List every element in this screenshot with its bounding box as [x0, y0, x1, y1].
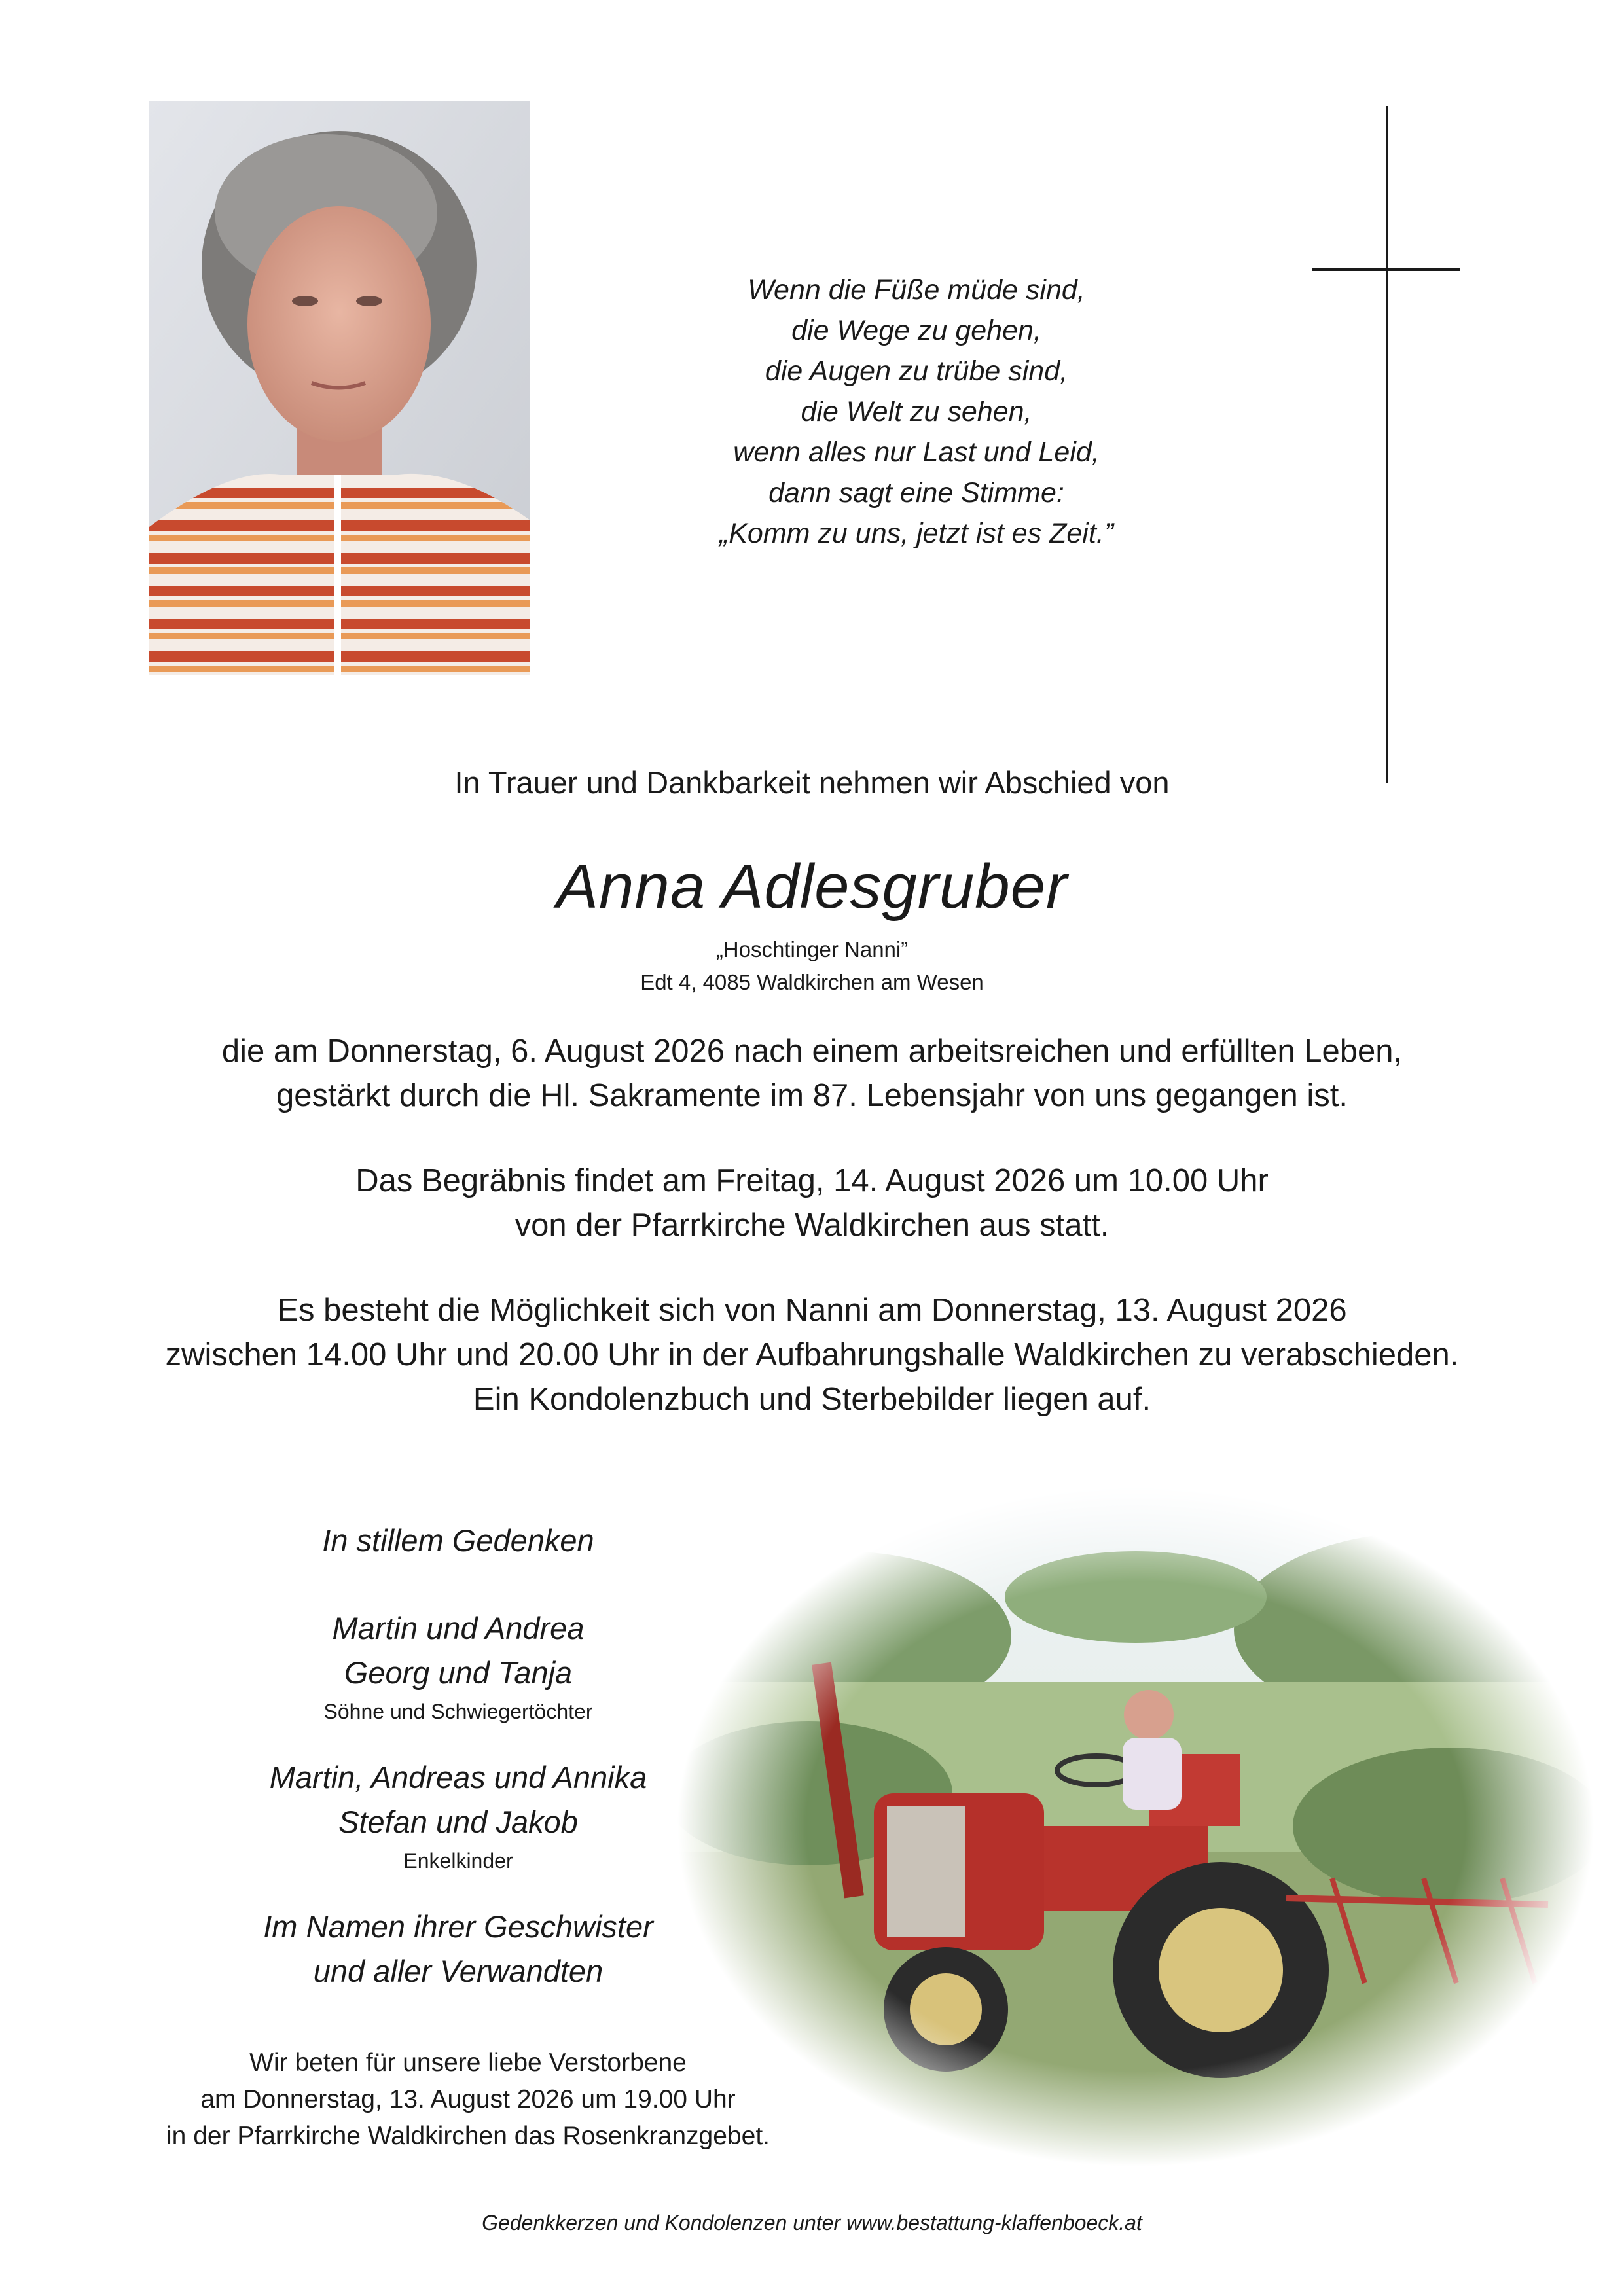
viewing-line: Ein Kondolenzbuch und Sterbebilder liegen auf.	[473, 1382, 1151, 1417]
poem-line: die Welt zu sehen,	[801, 396, 1032, 427]
viewing-line: Es besteht die Möglichkeit sich von Nanni am Donnerstag, 13. August 2026	[277, 1293, 1347, 1328]
deceased-nickname: „Hoschtinger Nanni”	[715, 937, 909, 961]
poem-line: Wenn die Füße müde sind,	[748, 274, 1085, 306]
viewing-paragraph	[0, 1288, 1624, 1422]
sons-line: Georg und Tanja	[344, 1655, 573, 1690]
relatives-line: und aller Verwandten	[313, 1954, 604, 1988]
funeral-paragraph	[0, 1158, 1624, 1247]
poem-line: dann sagt eine Stimme:	[768, 477, 1064, 509]
grandchildren-line: Stefan und Jakob	[338, 1804, 578, 1839]
sons-line: Martin und Andrea	[332, 1611, 585, 1645]
poem-line: die Wege zu gehen,	[791, 315, 1041, 346]
prayer-line: in der Pfarrkirche Waldkirchen das Rosenkranzgebet.	[166, 2122, 770, 2150]
poem-line: die Augen zu trübe sind,	[765, 355, 1068, 387]
portrait-photo	[149, 101, 530, 675]
funeral-line: von der Pfarrkirche Waldkirchen aus statt.	[514, 1208, 1110, 1243]
footer-text: Gedenkkerzen und Kondolenzen unter www.bestattung-klaffenboeck.at	[482, 2211, 1142, 2234]
poem	[641, 270, 1191, 554]
mourners-block	[209, 1518, 707, 1994]
deceased-name: Anna Adlesgruber	[556, 852, 1068, 922]
sons-caption: Söhne und Schwiegertöchter	[323, 1700, 593, 1723]
cross-vertical-bar	[1386, 106, 1388, 783]
grandchildren-line: Martin, Andreas und Annika	[269, 1760, 647, 1795]
death-line: gestärkt durch die Hl. Sakramente im 87. Lebensjahr von uns gegangen ist.	[276, 1078, 1348, 1113]
death-paragraph	[0, 1029, 1624, 1118]
mourners-heading: In stillem Gedenken	[322, 1523, 594, 1558]
deceased-address: Edt 4, 4085 Waldkirchen am Wesen	[640, 970, 984, 994]
prayer-line: Wir beten für unsere liebe Verstorbene	[249, 2049, 687, 2077]
prayer-notice	[92, 2045, 844, 2155]
prayer-line: am Donnerstag, 13. August 2026 um 19.00 Uhr	[200, 2085, 736, 2113]
poem-line: wenn alles nur Last und Leid,	[733, 437, 1100, 468]
intro-text: In Trauer und Dankbarkeit nehmen wir Abschied von	[454, 765, 1170, 800]
cross-horizontal-bar	[1312, 268, 1460, 271]
relatives-line: Im Namen ihrer Geschwister	[263, 1909, 653, 1944]
poem-line: „Komm zu uns, jetzt ist es Zeit.”	[719, 518, 1114, 549]
grandchildren-caption: Enkelkinder	[403, 1849, 513, 1873]
funeral-line: Das Begräbnis findet am Freitag, 14. August 2026 um 10.00 Uhr	[355, 1163, 1269, 1198]
death-line: die am Donnerstag, 6. August 2026 nach einem arbeitsreichen und erfüllten Leben,	[221, 1033, 1403, 1069]
viewing-line: zwischen 14.00 Uhr und 20.00 Uhr in der Aufbahrungshalle Waldkirchen zu verabschieden.	[165, 1337, 1459, 1372]
